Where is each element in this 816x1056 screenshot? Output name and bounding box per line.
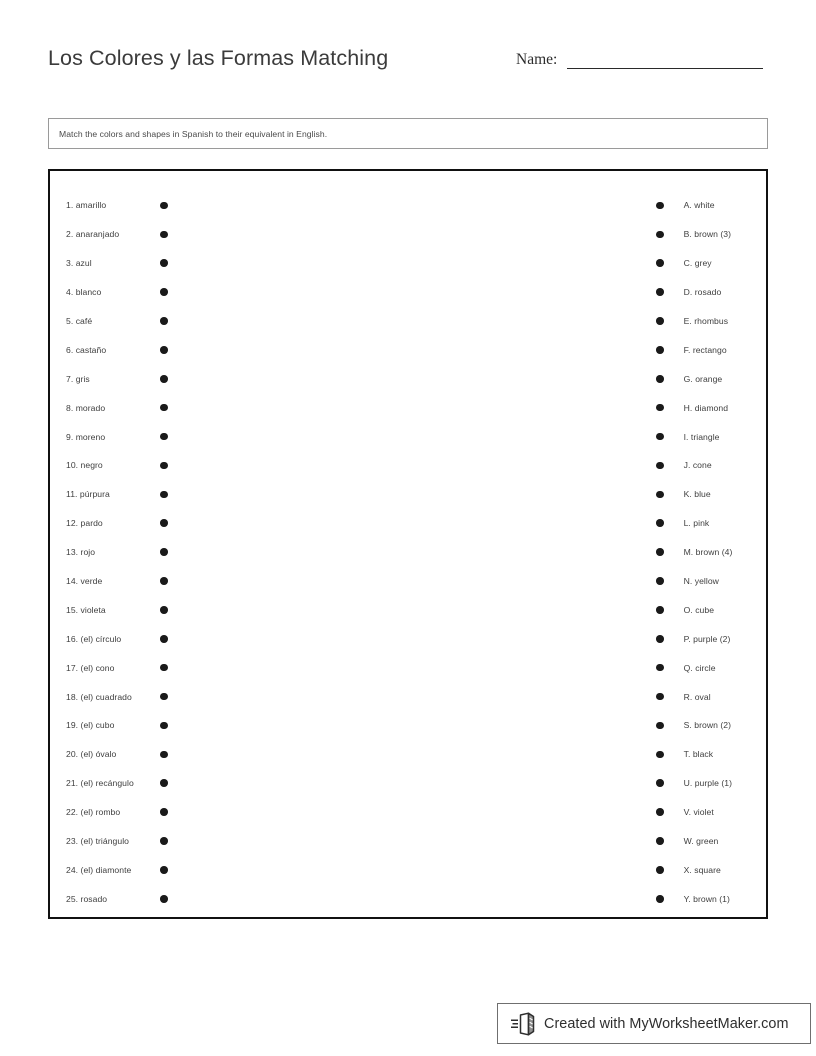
- match-item-right[interactable]: [656, 335, 732, 364]
- match-item-left-label: 1. amarillo: [66, 200, 107, 211]
- match-item-right-label: B. brown (3): [683, 229, 731, 240]
- match-bullet-icon[interactable]: [160, 491, 168, 499]
- match-bullet-icon[interactable]: [160, 433, 168, 441]
- match-item-left-label: 15. violeta: [66, 604, 106, 615]
- match-item-left[interactable]: [66, 451, 168, 480]
- match-bullet-icon[interactable]: [656, 693, 664, 701]
- page-title: Los Colores y las Formas Matching: [48, 46, 389, 70]
- page-header: [0, 0, 816, 104]
- match-item-right-label: N. yellow: [683, 576, 719, 587]
- match-bullet-icon[interactable]: [656, 202, 664, 210]
- match-item-right[interactable]: [656, 567, 732, 596]
- match-item-left[interactable]: [66, 335, 168, 364]
- match-bullet-icon[interactable]: [656, 346, 664, 354]
- match-bullet-icon[interactable]: [160, 548, 168, 556]
- match-item-left-label: 21. (el) recángulo: [66, 778, 134, 789]
- match-item-left[interactable]: [66, 855, 168, 884]
- match-item-left-label: 6. castaño: [66, 344, 107, 355]
- match-bullet-icon[interactable]: [656, 375, 664, 383]
- match-bullet-icon[interactable]: [656, 317, 664, 325]
- match-item-right[interactable]: [656, 740, 732, 769]
- match-item-right-label: H. diamond: [683, 402, 729, 413]
- match-bullet-icon[interactable]: [160, 635, 168, 643]
- instruction-text: Match the colors and shapes in Spanish to their equivalent in English.: [59, 128, 328, 139]
- match-item-right-label: U. purple (1): [683, 778, 733, 789]
- badge-text: Created with MyWorksheetMaker.com: [544, 1015, 789, 1032]
- match-item-right-label: X. square: [683, 864, 721, 875]
- name-input-line[interactable]: [567, 68, 763, 69]
- match-item-right-label: V. violet: [683, 807, 714, 818]
- match-item-left-label: 23. (el) triángulo: [66, 836, 129, 847]
- match-item-left-label: 19. (el) cubo: [66, 720, 115, 731]
- match-item-right[interactable]: [656, 393, 732, 422]
- match-item-right-label: J. cone: [683, 460, 712, 471]
- match-item-right[interactable]: [656, 191, 732, 220]
- match-bullet-icon[interactable]: [656, 751, 664, 759]
- match-item-right[interactable]: [656, 538, 732, 567]
- match-bullet-icon[interactable]: [160, 346, 168, 354]
- instruction-box: [48, 118, 768, 149]
- match-item-left[interactable]: [66, 884, 168, 913]
- match-bullet-icon[interactable]: [656, 519, 664, 527]
- match-bullet-icon[interactable]: [160, 722, 168, 730]
- match-bullet-icon[interactable]: [160, 606, 168, 614]
- match-bullet-icon[interactable]: [656, 722, 664, 730]
- match-bullet-icon[interactable]: [160, 751, 168, 759]
- match-item-left-label: 24. (el) diamonte: [66, 864, 132, 875]
- match-item-right-label: T. black: [683, 749, 714, 760]
- match-item-left[interactable]: [66, 393, 168, 422]
- match-item-left[interactable]: [66, 595, 168, 624]
- match-bullet-icon[interactable]: [656, 895, 664, 903]
- name-label: Name:: [516, 51, 558, 68]
- match-item-right[interactable]: [656, 422, 732, 451]
- match-item-right-label: P. purple (2): [683, 633, 731, 644]
- match-item-left-label: 8. morado: [66, 402, 106, 413]
- match-item-right-label: A. white: [683, 200, 715, 211]
- match-item-left-label: 3. azul: [66, 258, 92, 269]
- match-item-right[interactable]: [656, 595, 732, 624]
- match-item-left-label: 10. negro: [66, 460, 103, 471]
- match-item-right[interactable]: [656, 653, 732, 682]
- match-item-right-label: L. pink: [683, 518, 710, 529]
- match-bullet-icon[interactable]: [656, 548, 664, 556]
- match-item-left[interactable]: [66, 364, 168, 393]
- match-item-left[interactable]: [66, 798, 168, 827]
- match-item-right[interactable]: [656, 364, 732, 393]
- match-item-left[interactable]: [66, 653, 168, 682]
- match-item-left[interactable]: [66, 480, 168, 509]
- match-item-right[interactable]: [656, 855, 732, 884]
- match-item-left[interactable]: [66, 422, 168, 451]
- match-bullet-icon[interactable]: [656, 866, 664, 874]
- match-bullet-icon[interactable]: [160, 866, 168, 874]
- match-item-left-label: 13. rojo: [66, 547, 96, 558]
- match-item-right[interactable]: [656, 798, 732, 827]
- match-item-right-label: Q. circle: [683, 662, 716, 673]
- match-item-left-label: 5. café: [66, 316, 93, 326]
- match-bullet-icon[interactable]: [656, 837, 664, 845]
- match-item-right[interactable]: [656, 220, 732, 249]
- match-item-right[interactable]: [656, 624, 732, 653]
- match-bullet-icon[interactable]: [160, 462, 168, 470]
- match-item-left[interactable]: [66, 307, 168, 336]
- match-bullet-icon[interactable]: [160, 231, 168, 239]
- match-item-right[interactable]: [656, 682, 732, 711]
- match-bullet-icon[interactable]: [656, 491, 664, 499]
- match-item-left-label: 18. (el) cuadrado: [66, 691, 132, 702]
- match-item-right-label: Y. brown (1): [683, 893, 730, 904]
- match-item-left-label: 4. blanco: [66, 287, 102, 298]
- match-bullet-icon[interactable]: [160, 577, 168, 585]
- match-bullet-icon[interactable]: [160, 519, 168, 527]
- match-item-right[interactable]: [656, 278, 732, 307]
- match-item-left[interactable]: [66, 769, 168, 798]
- right-column: [656, 191, 732, 913]
- match-bullet-icon[interactable]: [656, 779, 664, 787]
- match-item-left[interactable]: [66, 567, 168, 596]
- match-item-right[interactable]: [656, 451, 732, 480]
- match-item-left[interactable]: [66, 191, 168, 220]
- match-bullet-icon[interactable]: [656, 577, 664, 585]
- match-item-left[interactable]: [66, 827, 168, 856]
- match-item-left[interactable]: [66, 509, 168, 538]
- match-item-left-label: 14. verde: [66, 576, 103, 587]
- match-bullet-icon[interactable]: [160, 664, 168, 672]
- match-item-right[interactable]: [656, 827, 732, 856]
- match-item-left-label: 2. anaranjado: [66, 229, 120, 240]
- match-item-right-label: M. brown (4): [683, 547, 733, 558]
- footer-badge: [497, 1003, 811, 1044]
- match-item-left[interactable]: [66, 624, 168, 653]
- match-item-right-label: F. rectango: [683, 344, 727, 355]
- match-bullet-icon[interactable]: [656, 259, 664, 267]
- match-bullet-icon[interactable]: [656, 231, 664, 239]
- match-bullet-icon[interactable]: [160, 693, 168, 701]
- match-item-left-label: 12. pardo: [66, 518, 103, 529]
- match-bullet-icon[interactable]: [160, 895, 168, 903]
- match-item-left[interactable]: [66, 249, 168, 278]
- matching-panel: [48, 169, 768, 919]
- match-item-right[interactable]: [656, 480, 732, 509]
- match-item-right[interactable]: [656, 509, 732, 538]
- match-item-left-label: 9. moreno: [66, 431, 106, 442]
- match-bullet-icon[interactable]: [160, 317, 168, 325]
- match-item-right[interactable]: [656, 711, 732, 740]
- name-field-group: [516, 52, 763, 70]
- match-item-left-label: 11. púrpura: [66, 489, 110, 500]
- match-bullet-icon[interactable]: [160, 837, 168, 845]
- match-bullet-icon[interactable]: [656, 808, 664, 816]
- match-item-left-label: 25. rosado: [66, 893, 108, 904]
- match-bullet-icon[interactable]: [160, 259, 168, 267]
- left-column: [66, 191, 168, 913]
- match-item-left[interactable]: [66, 278, 168, 307]
- match-bullet-icon[interactable]: [160, 779, 168, 787]
- match-item-right-label: S. brown (2): [683, 720, 731, 731]
- match-bullet-icon[interactable]: [160, 404, 168, 412]
- match-item-right-label: D. rosado: [683, 287, 722, 298]
- match-item-left[interactable]: [66, 538, 168, 567]
- match-bullet-icon[interactable]: [656, 404, 664, 412]
- match-item-left-label: 20. (el) óvalo: [66, 749, 117, 760]
- match-item-right[interactable]: [656, 884, 732, 913]
- match-item-right-label: C. grey: [683, 258, 712, 269]
- match-item-left[interactable]: [66, 220, 168, 249]
- match-item-left[interactable]: [66, 682, 168, 711]
- match-item-left-label: 22. (el) rombo: [66, 807, 121, 818]
- match-bullet-icon[interactable]: [656, 635, 664, 643]
- match-item-right[interactable]: [656, 307, 732, 336]
- match-bullet-icon[interactable]: [656, 288, 664, 296]
- match-item-right[interactable]: [656, 769, 732, 798]
- match-bullet-icon[interactable]: [656, 664, 664, 672]
- match-bullet-icon[interactable]: [656, 462, 664, 470]
- match-bullet-icon[interactable]: [656, 433, 664, 441]
- match-item-left-label: 17. (el) cono: [66, 662, 115, 673]
- match-item-left-label: 16. (el) círculo: [66, 633, 122, 644]
- match-item-right-label: R. oval: [683, 691, 711, 702]
- match-item-left[interactable]: [66, 711, 168, 740]
- match-item-left-label: 7. gris: [66, 373, 90, 384]
- match-bullet-icon[interactable]: [656, 606, 664, 614]
- match-bullet-icon[interactable]: [160, 808, 168, 816]
- match-item-right[interactable]: [656, 249, 732, 278]
- match-item-right-label: E. rhombus: [683, 316, 729, 326]
- match-bullet-icon[interactable]: [160, 288, 168, 296]
- match-item-right-label: I. triangle: [683, 431, 720, 442]
- match-item-left[interactable]: [66, 740, 168, 769]
- match-bullet-icon[interactable]: [160, 375, 168, 383]
- match-bullet-icon[interactable]: [160, 202, 168, 210]
- match-item-right-label: O. cube: [683, 604, 715, 615]
- winged-page-icon: [511, 1012, 537, 1036]
- match-item-right-label: G. orange: [683, 373, 723, 384]
- match-item-right-label: K. blue: [683, 489, 711, 500]
- match-item-right-label: W. green: [683, 836, 719, 847]
